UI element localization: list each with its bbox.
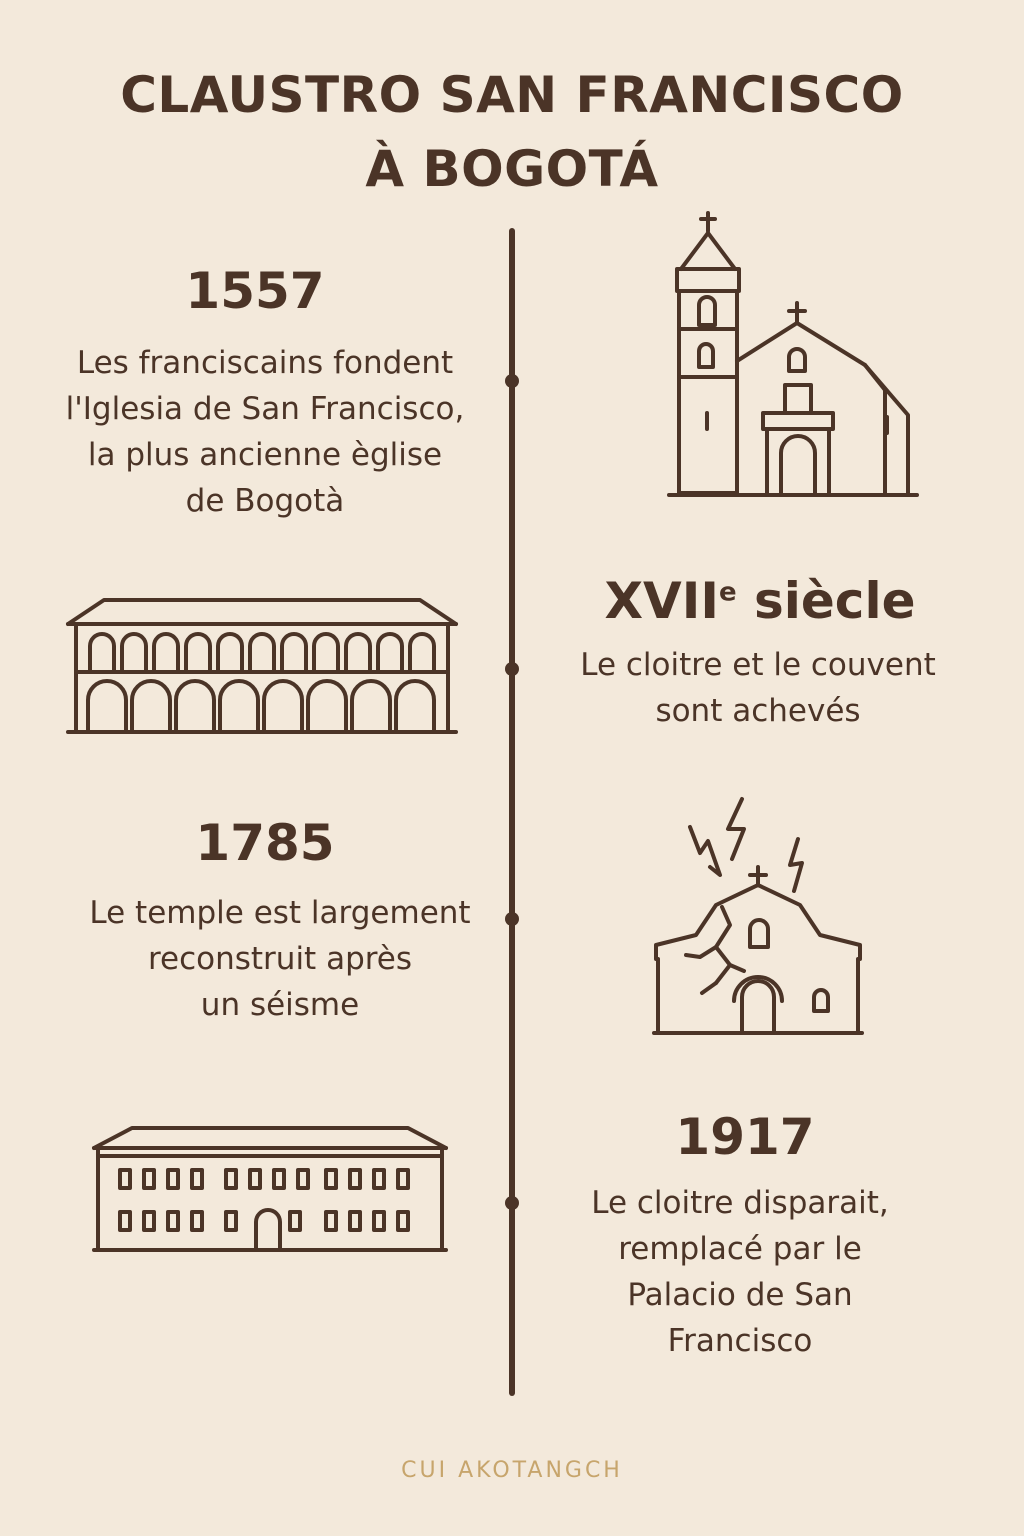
title-line-2: À BOGOTÁ: [365, 140, 659, 198]
church-icon: [665, 205, 925, 505]
event-1917-line-1: Le cloitre disparait,: [591, 1185, 889, 1221]
lightning-bolt-left: [690, 827, 720, 875]
timeline-dot-1917: [505, 1196, 519, 1210]
lightning-bolt-right: [790, 839, 802, 891]
lightning-bolt-center: [728, 799, 744, 859]
footer-credit: CUI AKOTANGCH: [401, 1458, 623, 1483]
event-year-xvii: XVIIe siècle: [604, 572, 916, 630]
page-title: [0, 58, 1024, 206]
event-xvii-line-2: sont achevés: [655, 693, 861, 729]
palace-icon: [90, 1126, 450, 1256]
palace-windows-top: [120, 1170, 408, 1188]
event-description-1785: [50, 890, 510, 1028]
event-1557-line-2: l'Iglesia de San Francisco,: [65, 391, 465, 427]
cloister-icon: [64, 598, 460, 736]
palace-door: [256, 1210, 280, 1250]
event-1917-line-3: Palacio de San: [627, 1277, 853, 1313]
event-year-1917: 1917: [675, 1108, 815, 1166]
event-1917-line-4: Francisco: [667, 1323, 813, 1359]
event-description-1557: [20, 340, 510, 524]
event-1785-line-3: un séisme: [200, 987, 360, 1023]
event-1557-line-1: Les franciscains fondent: [76, 345, 454, 381]
event-description-1917: [540, 1180, 940, 1364]
event-1785-line-1: Le temple est largement: [89, 895, 471, 931]
earthquake-church-icon: [650, 795, 870, 1040]
event-1917-line-2: remplacé par le: [618, 1231, 862, 1267]
event-1557-line-4: de Bogotà: [185, 483, 345, 519]
timeline-dot-xvii: [505, 662, 519, 676]
palace-windows-bottom: [120, 1212, 408, 1230]
event-year-1785: 1785: [195, 814, 335, 872]
event-1557-line-3: la plus ancienne èglise: [87, 437, 443, 473]
event-description-xvii: [548, 642, 968, 734]
event-year-1557: 1557: [185, 262, 325, 320]
title-line-1: CLAUSTRO SAN FRANCISCO: [120, 66, 904, 124]
event-xvii-line-1: Le cloitre et le couvent: [580, 647, 936, 683]
event-1785-line-2: reconstruit après: [147, 941, 413, 977]
